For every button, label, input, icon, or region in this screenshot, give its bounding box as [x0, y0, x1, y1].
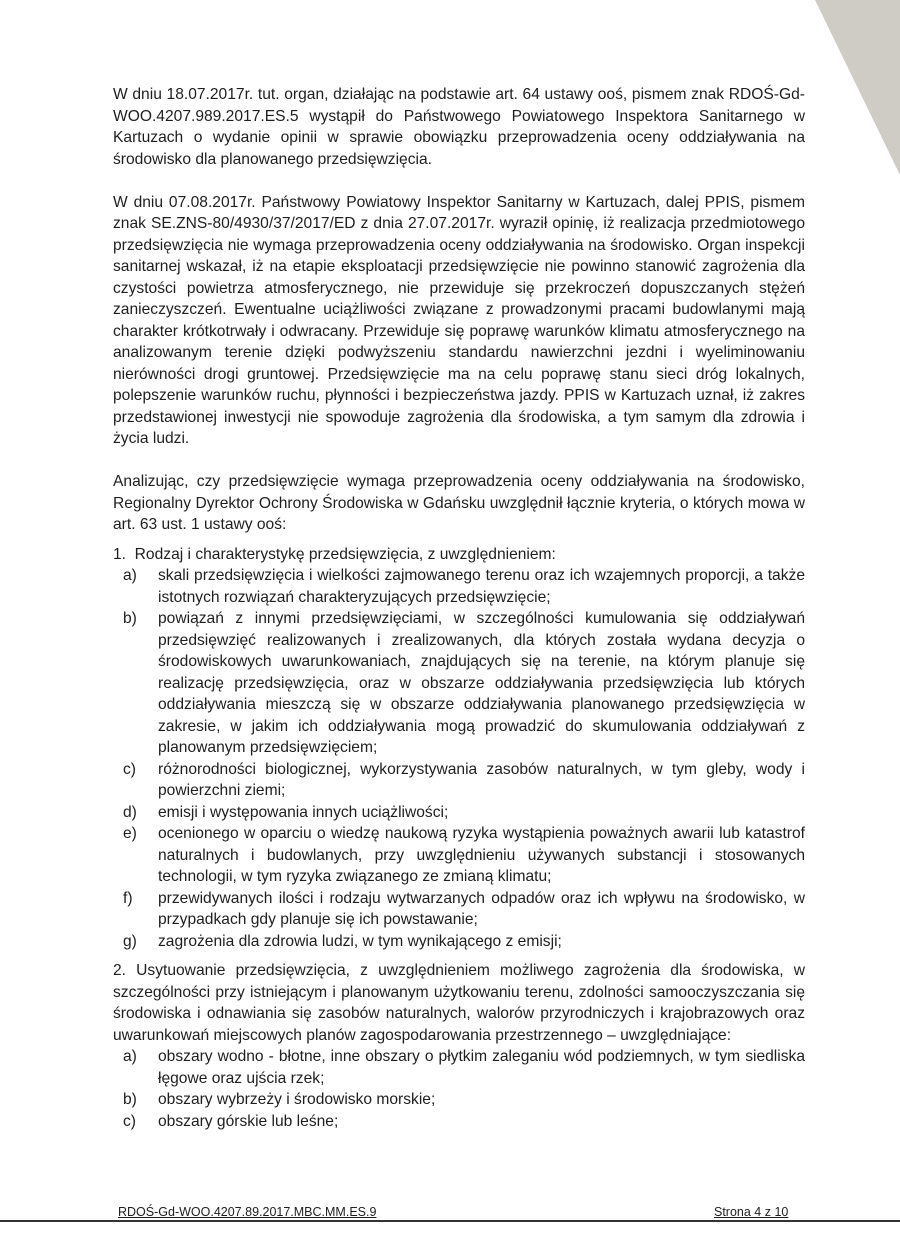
- section-1-heading: 1. Rodzaj i charakterystykę przedsięwzięcia, z uwzględnieniem:: [113, 545, 556, 563]
- list-item-text: obszary wodno - błotne, inne obszary o płytkim zaleganiu wód podziemnych, w tym siedliska łęgowe oraz ujścia rzek;: [158, 1048, 805, 1087]
- list-item-label: b): [123, 1091, 137, 1108]
- paragraph-request-opinion: W dniu 18.07.2017r. tut. organ, działając na podstawie art. 64 ustawy ooś, pismem znak RDOŚ-Gd-WOO.4207.989.2017.ES.5 wystąpił do Państwowego Powiatowego Inspektora Sanitarnego w Kartuzach o wydanie opinii w sprawie obowiązku przeprowadzenia oceny oddziaływania na środowisko dla planowanego przedsięwzięcia.: [113, 86, 805, 168]
- footer-document-reference: RDOŚ-Gd-WOO.4207.89.2017.MBC.MM.ES.9: [118, 1205, 377, 1219]
- list-item: [113, 1046, 805, 1089]
- footer-page-number: Strona 4 z 10: [714, 1205, 789, 1219]
- list-item-text: skali przedsięwzięcia i wielkości zajmowanego terenu oraz ich wzajemnych proporcji, a także istotnych rozwiązań charakteryzujących przedsięwzięcie;: [158, 567, 805, 606]
- list-item: [113, 802, 805, 824]
- list-item-text: obszary wybrzeży i środowisko morskie;: [158, 1091, 436, 1108]
- list-item-label: g): [123, 932, 137, 950]
- paragraph-ppis-opinion: W dniu 07.08.2017r. Państwowy Powiatowy Inspektor Sanitarny w Kartuzach, dalej PPIS, pismem znak SE.ZNS-80/4930/37/2017/ED z dnia 27.07.2017r. wyraził opinię, iż realizacja przedmiotowego przedsięwzięcia nie wymaga przeprowadzenia oceny oddziaływania na środowisko. Organ inspekcji sanitarnej wskazał, iż na etapie eksploatacji przedsięwzięcie nie powinno stanowić zagrożenia dla czystości powietrza atmosferycznego, nie przewiduje się przekroczeń dopuszczanych stężeń zanieczyszczeń. Ewentualne uciążliwości związane z prowadzonymi pracami budowlanymi mają charakter krótkotrwały i odwracany. Przewiduje się poprawę warunków klimatu atmosferycznego na analizowanym terenie dzięki podwyższeniu standardu nawierzchni jezdni i wyeliminowaniu nierówności drogi gruntowej. Przedsięwzięcie ma na celu poprawę stanu sieci dróg lokalnych, polepszenie warunków ruchu, płynności i bezpieczeństwa jazdy. PPIS w Kartuzach uznał, iż zakres przedstawionej inwestycji nie spowoduje zagrożenia dla środowiska, a tym samym dla zdrowia i życia ludzi.: [113, 193, 805, 447]
- list-item-label: d): [123, 803, 137, 821]
- scanned-page-corner: [815, 0, 900, 175]
- list-item: [113, 759, 805, 802]
- section-1: [113, 544, 805, 953]
- list-item: [113, 931, 805, 953]
- list-item: [113, 565, 805, 608]
- list-item-text: obszary górskie lub leśne;: [158, 1112, 339, 1130]
- list-item-text: różnorodności biologicznej, wykorzystywania zasobów naturalnych, w tym gleby, wody i powierzchni ziemi;: [158, 760, 805, 799]
- page-footer: [0, 1205, 900, 1225]
- list-item-label: b): [123, 610, 137, 627]
- section-2: [113, 960, 805, 1132]
- list-item-text: emisji i występowania innych uciążliwości;: [158, 803, 449, 821]
- list-item-label: e): [123, 825, 137, 842]
- document-body: [113, 84, 805, 1132]
- list-item-label: f): [123, 889, 133, 907]
- list-item-label: c): [123, 760, 136, 778]
- list-item-label: a): [123, 1048, 137, 1065]
- list-item: [113, 888, 805, 931]
- list-item-label: c): [123, 1112, 136, 1130]
- list-item-label: a): [123, 567, 137, 584]
- list-item-text: zagrożenia dla zdrowia ludzi, w tym wynikającego z emisji;: [158, 932, 562, 950]
- list-item-text: powiązań z innymi przedsięwzięciami, w szczególności kumulowania się oddziaływań przedsięwzięć realizowanych i zrealizowanych, dla których została wydana decyzja o środowiskowych uwarunkowaniach, znajdujących się na terenie, na którym planuje się realizację przedsięwzięcia, oraz w obszarze oddziaływania przedsięwzięcia lub których oddziaływania mieszczą się w obszarze oddziaływania planowanego przedsięwzięcia w zakresie, w jakim ich oddziaływania mogą prowadzić do skumulowania oddziaływań z planowanym przedsięwzięciem;: [158, 610, 805, 756]
- footer-divider: [0, 1220, 900, 1222]
- list-item: [113, 1111, 805, 1133]
- list-item: [113, 608, 805, 759]
- list-item-text: ocenionego w oparciu o wiedzę naukową ryzyka wystąpienia poważnych awarii lub katastrof naturalnych i budowlanych, przy uwzględnieniu używanych substancji i stosowanych technologii, w tym ryzyka związanego ze zmianą klimatu;: [158, 825, 805, 885]
- section-2-heading: 2. Usytuowanie przedsięwzięcia, z uwzględnieniem możliwego zagrożenia dla środowiska, w szczególności przy istniejącym i planowanym użytkowaniu terenu, zdolności samooczyszczania się środowiska i odnawiania się zasobów naturalnych, walorów przyrodniczych i krajobrazowych oraz uwarunkowań miejscowych planów zagospodarowania przestrzennego – uwzględniające:: [113, 962, 805, 1044]
- list-item: [113, 823, 805, 888]
- list-item-text: przewidywanych ilości i rodzaju wytwarzanych odpadów oraz ich wpływu na środowisko, w przypadkach gdy planuje się ich powstawanie;: [158, 889, 805, 928]
- list-item: [113, 1089, 805, 1111]
- paragraph-criteria-intro: Analizując, czy przedsięwzięcie wymaga przeprowadzenia oceny oddziaływania na środowisko, Regionalny Dyrektor Ochrony Środowiska w Gdańsku uwzględnił łącznie kryteria, o których mowa w art. 63 ust. 1 ustawy ooś:: [113, 473, 805, 533]
